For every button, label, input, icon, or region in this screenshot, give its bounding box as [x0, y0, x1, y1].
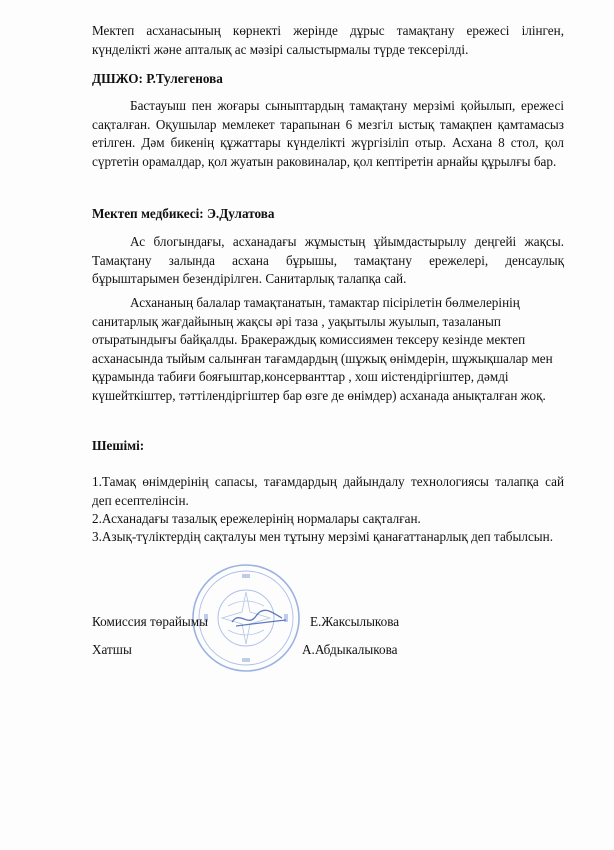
paragraph-canteen-organization: Ас блогындағы, асханадағы жұмыстың ұйымдастырылу деңгейі жақсы. Тамақтану залында асхана бұрышы, тамақтану ережелері, денсаулық бұрыштарымен безендірілген. Санитарлық талапқа сай.: [92, 234, 564, 287]
heading-decision: Шешімі:: [92, 438, 145, 453]
signature-name: А.Абдыкалыкова: [302, 642, 398, 657]
signature-name: Е.Жаксылыкова: [310, 614, 400, 629]
signature-role: Комиссия төрайымы: [92, 614, 208, 629]
heading-school-nurse: Мектеп медбикесі: Э.Дулатова: [92, 206, 275, 221]
paragraph-sanitary-inspection: Асхананың балалар тамақтанатын, тамактар пісірілетін бөлмелерінің санитарлық жағдайының жақсы әрі таза , уақытылы жуылып, тазаланып отыратындығы байқалды. Бракераждық комиссиямен тексеру кезінде мектеп асханасында тыйым салынған тағамдардың (шұжық өнімдерін, шұжықшалар мен құрамында табиғи бояғыштар,консерванттар , хош иістендіргіштер, дәмді күшейткіштер, тәттілендіргіштер бар өзге де өнімдер) асханада анықталған жоқ.: [92, 295, 553, 403]
decision-item-3: 3.Азық-түліктердің сақталуы мен тұтыну мерзімі қанағаттанарлық деп табылсын.: [92, 529, 554, 544]
decision-item-1: 1.Тамақ өнімдерінің сапасы, тағамдардың дайындалу технологиясы талапқа сай деп есептелінсін.: [92, 474, 564, 508]
paragraph-meal-schedule: Бастауыш пен жоғары сыныптардың тамақтану мерзімі қойылып, ережесі сақталған. Оқушылар мемлекет тарапынан 6 мезгіл ыстық тамақпен қамтамасыз етілген. Дәм бикенің құжаттары күнделікті жүргізіліп отыр. Асхана 8 стол, қол сүртетін орамалдар, қол жуатын раковиналар, қол кептіретін арнайы құрылғы бар.: [92, 98, 564, 169]
paragraph-menu-check: Мектеп асханасының көрнекті жерінде дұрыс тамақтану ережесі ілінген, күнделікті және апталық ас мәзірі салыстырмалы түрде тексерілді.: [92, 23, 564, 57]
heading-deputy-director: ДШЖО: Р.Тулегенова: [92, 71, 223, 86]
decision-item-2: 2.Асханадағы тазалық ережелерінің нормалары сақталған.: [92, 511, 421, 526]
signature-role: Хатшы: [92, 642, 132, 657]
